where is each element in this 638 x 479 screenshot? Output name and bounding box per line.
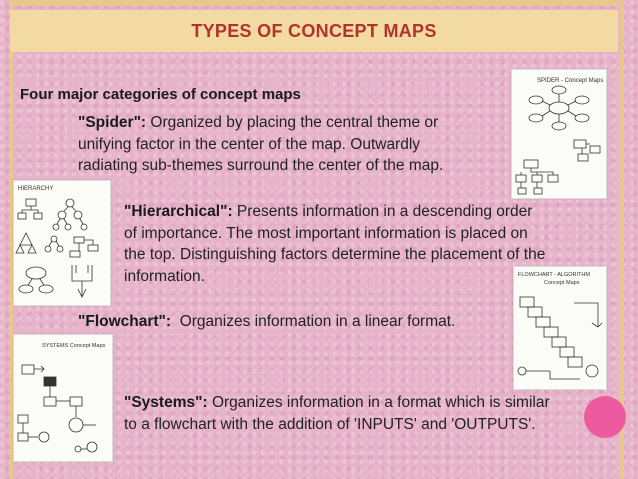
flowchart-description: "Flowchart": Organizes information in a linear format.	[78, 313, 456, 330]
systems-description: "Systems": Organizes information in a format which is similar to a flowchart with the addition of 'INPUTS' and 'OUTPUTS'.	[124, 394, 550, 433]
flowchart-concept-map-sketch	[513, 266, 607, 390]
flowchart-term: "Flowchart":	[78, 313, 172, 330]
top-border	[10, 0, 618, 6]
systems-term: "Systems":	[124, 394, 208, 411]
svg-text:HIERARCHY: HIERARCHY	[18, 186, 54, 192]
svg-text:SYSTEMS Concept Maps: SYSTEMS Concept Maps	[42, 343, 106, 349]
svg-text:Concept Maps: Concept Maps	[544, 280, 580, 286]
pink-circle-accent	[584, 396, 626, 438]
title-bar	[10, 10, 618, 52]
slide-title: TYPES OF CONCEPT MAPS	[191, 20, 437, 41]
svg-text:SPIDER - Concept Maps: SPIDER - Concept Maps	[537, 78, 604, 84]
svg-text:FLOWCHART - ALGORITHM: FLOWCHART - ALGORITHM	[518, 272, 590, 278]
hierarchical-description: "Hierarchical": Presents information in a descending order of importance. The most important information is placed on the top. Distinguishing factors determine the placement of the information.	[124, 203, 546, 285]
hierarchical-term: "Hierarchical":	[124, 203, 233, 220]
systems-concept-map-sketch	[13, 334, 113, 462]
spider-concept-map-sketch	[511, 69, 607, 199]
spider-description: "Spider": Organized by placing the central theme or unifying factor in the center of the map. Outwardly radiating sub-themes surround the center of the map.	[78, 114, 444, 174]
hierarchy-concept-map-sketch	[13, 180, 111, 306]
intro-heading: Four major categories of concept maps	[20, 86, 301, 103]
spider-term: "Spider":	[78, 114, 147, 131]
